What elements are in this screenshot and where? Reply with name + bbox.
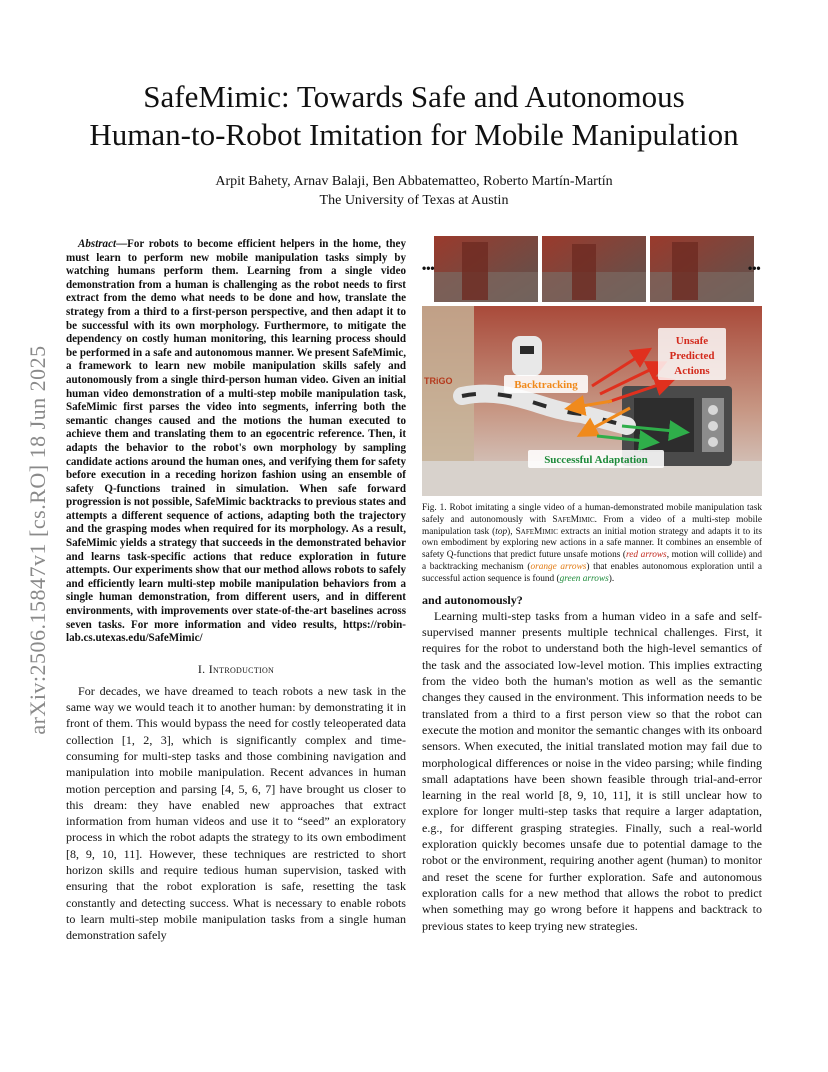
figure-1-caption [422,503,762,586]
title-line-1: SafeMimic: Towards Safe and Autonomous [143,79,685,114]
abstract [66,238,406,646]
figure-1 [422,236,762,496]
caption-part-b: SafeMimic [552,514,595,525]
backtracking-label: Backtracking [514,379,578,391]
caption-part-i: , motion will collide) and a backtracking mechanism ( [422,550,762,572]
unsafe-label-1: Unsafe [675,335,709,347]
ellipsis-right: ••• [748,261,761,275]
abstract-lead: Abstract [78,238,117,250]
oven-brand-text: TRiGO [424,376,453,386]
author-names: Arpit Bahety, Arnav Balaji, Ben Abbatematteo, Roberto Martín-Martín [215,174,613,189]
arxiv-identifier-sidebar [18,300,58,780]
author-block [60,172,768,210]
caption-part-k: ) that enables autonomous exploration until a successful action sequence is found ( [422,561,762,584]
continued-lead: and autonomously? [422,592,523,607]
paper-title [60,78,768,154]
left-column [66,238,406,944]
figure-1-illustration [422,236,762,496]
section-heading-introduction: I. Introduction [197,661,275,676]
caption-part-m: ). [608,573,615,584]
caption-part-a: Fig. 1. Robot imitating a single video of a human-demonstrated mobile manipulation task safely and autonomously with [422,503,762,525]
intro-paragraph-1: For decades, we have dreamed to teach robots a new task in the same way we would teach it to another human: by demonstrating it in front of them. This would bypass the need for costly teleoperated data collection [1, 2, 3], which is significantly complex and time-consuming for multi-step tasks and those combining navigation and manipulation into mobile manipulation. Recent advances in human motion perception and parsing [4, 5, 6, 7] have brought us closer to this dream: they have enabled new approaches that extract information from human videos and use it to “seed” an exploratory process in which the robot adapts the strategy to its own embodiment [8, 9, 10, 11]. However, these techniques are restricted to short horizon skills and require tedious human supervision, tasked with ensuring that the robot exploration is safe, resetting the task constantly and detecting success. What is necessary to enable robots to learn multi-step mobile manipulation tasks from a single human demonstration safely [66,683,406,943]
unsafe-label-2: Predicted [669,350,715,362]
caption-part-d: top [495,526,508,537]
title-line-2: Human-to-Robot Imitation for Mobile Manipulation [89,117,739,152]
ellipsis-left: ••• [422,261,435,275]
unsafe-label-3: Actions [674,365,710,377]
caption-red-arrows: red arrows [626,550,667,561]
affiliation: The University of Texas at Austin [319,193,509,208]
caption-part-f: SafeMimic [515,526,558,537]
caption-green-arrows: green arrows [559,573,609,584]
video-frames-strip [422,236,761,302]
main-photo [422,306,762,496]
arxiv-identifier: arXiv:2506.15847v1 [cs.RO] 18 Jun 2025 [25,345,50,735]
caption-part-c: . From a video of a multi-step mobile manipulation task ( [422,514,762,537]
robot-head [512,336,542,376]
caption-part-e: ), [507,526,516,537]
successful-adaptation-label: Successful Adaptation [544,454,648,466]
caption-part-g: extracts an initial motion strategy and adapts it to its own embodiment by exploring new actions in a safe manner. It combines an ensemble of safety Q-functions that predict future unsafe motions ( [422,526,762,561]
abstract-text: —For robots to become efficient helpers in the home, they must learn to perform new mobile manipulation tasks simply by watching humans perform them. Learning from a single video demonstration from a human is challenging as the robot needs to first extract from the demo what needs to be done and how, translate the strategy from a third to a first-person perspective, and then adapt it to be successful with its own morphology. Furthermore, to mitigate the dependency on costly human monitoring, this learning process should be performed in a safe and autonomous manner. We present SafeMimic, a framework to learn new mobile manipulation skills safely and autonomously from a single third-person human video. Given an initial human video demonstration of a multi-step mobile manipulation task, SafeMimic first parses the video into segments, inferring both the semantic changes caused and the motions the human executed to achieve them and translating them to an egocentric reference. Then, it adapts the behavior to the robot's own morphology by sampling candidate actions around the human ones, and verifying them for safety before execution in a receding horizon fashion using an ensemble of safety Q-functions trained in simulation. When safe forward progression is not possible, SafeMimic backtracks to previous states and attempts a different sequence of actions, adapting both the trajectory and the grasping modes when required for its morphology. As a result, SafeMimic yields a strategy that succeeds in the demonstrated behavior and learns task-specific actions that reduce exploration in future attempts. Our experiments show that our method allows robots to safely and efficiently learn multi-step mobile manipulation behaviors from a single human demonstration, from different users, and in different environments, with improvements over state-of-the-art baselines across seven tasks. For more information and video results, https://robin-lab.cs.utexas.edu/SafeMimic/ [66,238,406,645]
right-paragraph-1: Learning multi-step tasks from a human video in a safe and self-supervised manner presents multiple technical challenges. First, it requires for the robot to understand both the high-level semantics of the task and the associated low-level motion. This implies extracting from the video both the human's motion as well as the semantic changes they caused in the environment. This information needs to be translated from a third to a first person view so that the robot can execute the motion and monitor the semantic changes with its onboard sensors. When executed, the initial translated motion may fail due to morphological differences or noise in the video parsing; while finding small adaptations have been shown feasible through trial-and-error learning in the real world [8, 9, 10, 11], it is still unclear how to explore for longer multi-step tasks that require a larger adaptation, e.g., for different grasping strategies. Finally, such a real-world exploration quickly becomes unsafe due to potential damage to the robot or the environment, requiring another agent (human) to monitor and reset the scene for further exploration. Safe and autonomous exploration calls for a new method that allows the robot to predict when something may go wrong before it happens and backtrack to previous states to keep trying new strategies. [422,608,762,933]
caption-orange-arrows: orange arrows [530,561,587,572]
right-column [422,236,762,934]
